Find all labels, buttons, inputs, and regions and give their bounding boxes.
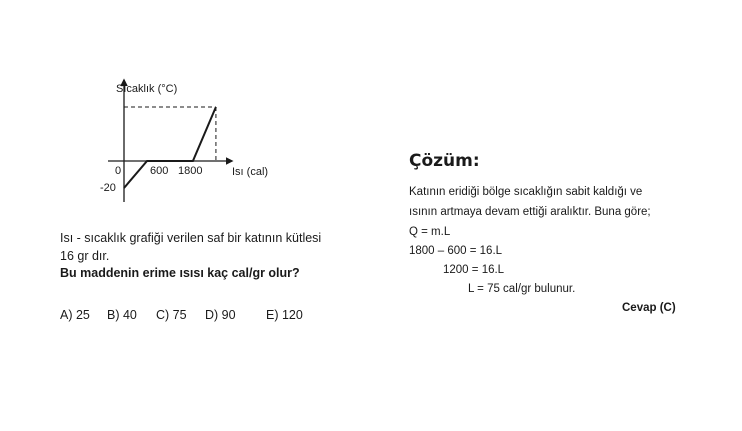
- solution-text-2: ısının artmaya devam ettiği aralıktır. Buna göre;: [409, 206, 651, 218]
- solution-title: Çözüm:: [409, 151, 480, 171]
- heat-temperature-graph: [0, 0, 340, 230]
- option-c: C) 75: [156, 308, 187, 322]
- x-tick-0: 0: [115, 165, 122, 177]
- question-prompt: Bu maddenin erime ısısı kaç cal/gr olur?: [60, 266, 300, 280]
- option-b: B) 40: [107, 308, 137, 322]
- solution-text-1: Katının eridiği bölge sıcaklığın sabit kaldığı ve: [409, 186, 643, 198]
- solution-equation-1: Q = m.L: [409, 226, 451, 238]
- option-e: E) 120: [266, 308, 303, 322]
- solution-equation-3: 1200 = 16.L: [443, 264, 505, 276]
- x-tick-1800: 1800: [178, 165, 203, 177]
- option-d: D) 90: [205, 308, 236, 322]
- solution-equation-2: 1800 – 600 = 16.L: [409, 245, 503, 257]
- answer-label: Cevap (C): [622, 302, 676, 314]
- question-line-1: Isı - sıcaklık grafiği verilen saf bir katının kütlesi: [60, 231, 322, 245]
- question-line-2: 16 gr dır.: [60, 249, 110, 263]
- y-tick-minus20: -20: [100, 182, 116, 194]
- solution-equation-4: L = 75 cal/gr bulunur.: [468, 283, 576, 295]
- x-axis-label: Isı (cal): [232, 166, 269, 178]
- x-tick-600: 600: [150, 165, 169, 177]
- option-a: A) 25: [60, 308, 90, 322]
- y-axis-label: Sıcaklık (°C): [116, 83, 178, 95]
